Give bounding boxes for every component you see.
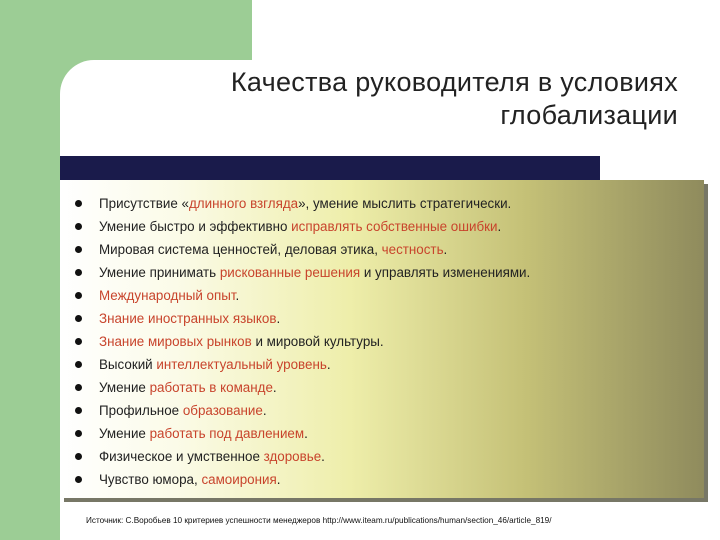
bullet-icon (75, 384, 82, 391)
bullet-icon (75, 407, 82, 414)
item-highlight: Знание иностранных языков (99, 311, 277, 326)
item-text-end: и мировой культуры. (251, 334, 384, 349)
list-item (60, 376, 700, 399)
bullet-icon (75, 453, 82, 460)
item-highlight: Знание мировых рынков (99, 334, 252, 349)
bullet-icon (75, 292, 82, 299)
item-highlight: работать в команде (149, 380, 273, 395)
bullet-icon (75, 315, 82, 322)
item-highlight: работать под давлением (149, 426, 305, 441)
item-text-end: . (235, 288, 240, 303)
item-text-end: . (276, 472, 281, 487)
item-text-end: . (497, 219, 502, 234)
list-item (60, 238, 700, 261)
item-highlight: здоровье (263, 449, 322, 464)
list-item (60, 445, 700, 468)
list-item (60, 353, 700, 376)
item-text-end: . (276, 311, 281, 326)
item-text-end: . (321, 449, 325, 464)
list-item (60, 192, 700, 215)
item-highlight: длинного взгляда (188, 196, 299, 211)
item-text: Умение (99, 380, 150, 395)
slide-title (58, 66, 678, 132)
item-highlight: самоирония (201, 472, 277, 487)
title-underline-bar (60, 156, 600, 180)
item-text-end: », умение мыслить стратегически. (298, 196, 512, 211)
list-item (60, 399, 700, 422)
qualities-list (60, 192, 700, 491)
item-highlight: честность (381, 242, 444, 257)
list-item (60, 261, 700, 284)
item-text-end: . (304, 426, 308, 441)
item-highlight: Международный опыт (99, 288, 236, 303)
item-text-end: . (272, 380, 277, 395)
bullet-icon (75, 361, 82, 368)
item-highlight: интеллектуальный уровень (156, 357, 327, 372)
item-highlight: рискованные решения (219, 265, 361, 280)
item-highlight: исправлять собственные ошибки (291, 219, 498, 234)
bullet-icon (75, 200, 82, 207)
list-item (60, 307, 700, 330)
title-line-1: Качества руководителя в условиях (230, 67, 678, 97)
item-text-end: . (326, 357, 331, 372)
source-note: Источник: С.Воробьев 10 критериев успешности менеджеров http://www.iteam.ru/publications/human/section_46/article_819/ (86, 516, 552, 525)
list-item (60, 215, 700, 238)
item-text-end: и управлять изменениями. (360, 265, 531, 280)
item-text: Высокий (99, 357, 157, 372)
list-item (60, 284, 700, 307)
bullet-icon (75, 476, 82, 483)
list-item (60, 468, 700, 491)
bullet-icon (75, 430, 82, 437)
item-text: Физическое и умственное (99, 449, 264, 464)
item-text-end: . (262, 403, 267, 418)
list-item (60, 330, 700, 353)
bullet-icon (75, 246, 82, 253)
list-item (60, 422, 700, 445)
bullet-icon (75, 338, 82, 345)
item-text: Умение быстро и эффективно (99, 219, 292, 234)
bullet-icon (75, 223, 82, 230)
item-text: Умение принимать (99, 265, 220, 280)
item-text: Чувство юмора, (99, 472, 202, 487)
item-text: Мировая система ценностей, деловая этика, (99, 242, 382, 257)
item-text: Умение (99, 426, 150, 441)
item-text: Профильное (99, 403, 183, 418)
title-line-2: глобализации (500, 100, 678, 130)
bullet-icon (75, 269, 82, 276)
item-text-end: . (443, 242, 448, 257)
item-text: Присутствие « (99, 196, 189, 211)
item-highlight: образование (182, 403, 263, 418)
